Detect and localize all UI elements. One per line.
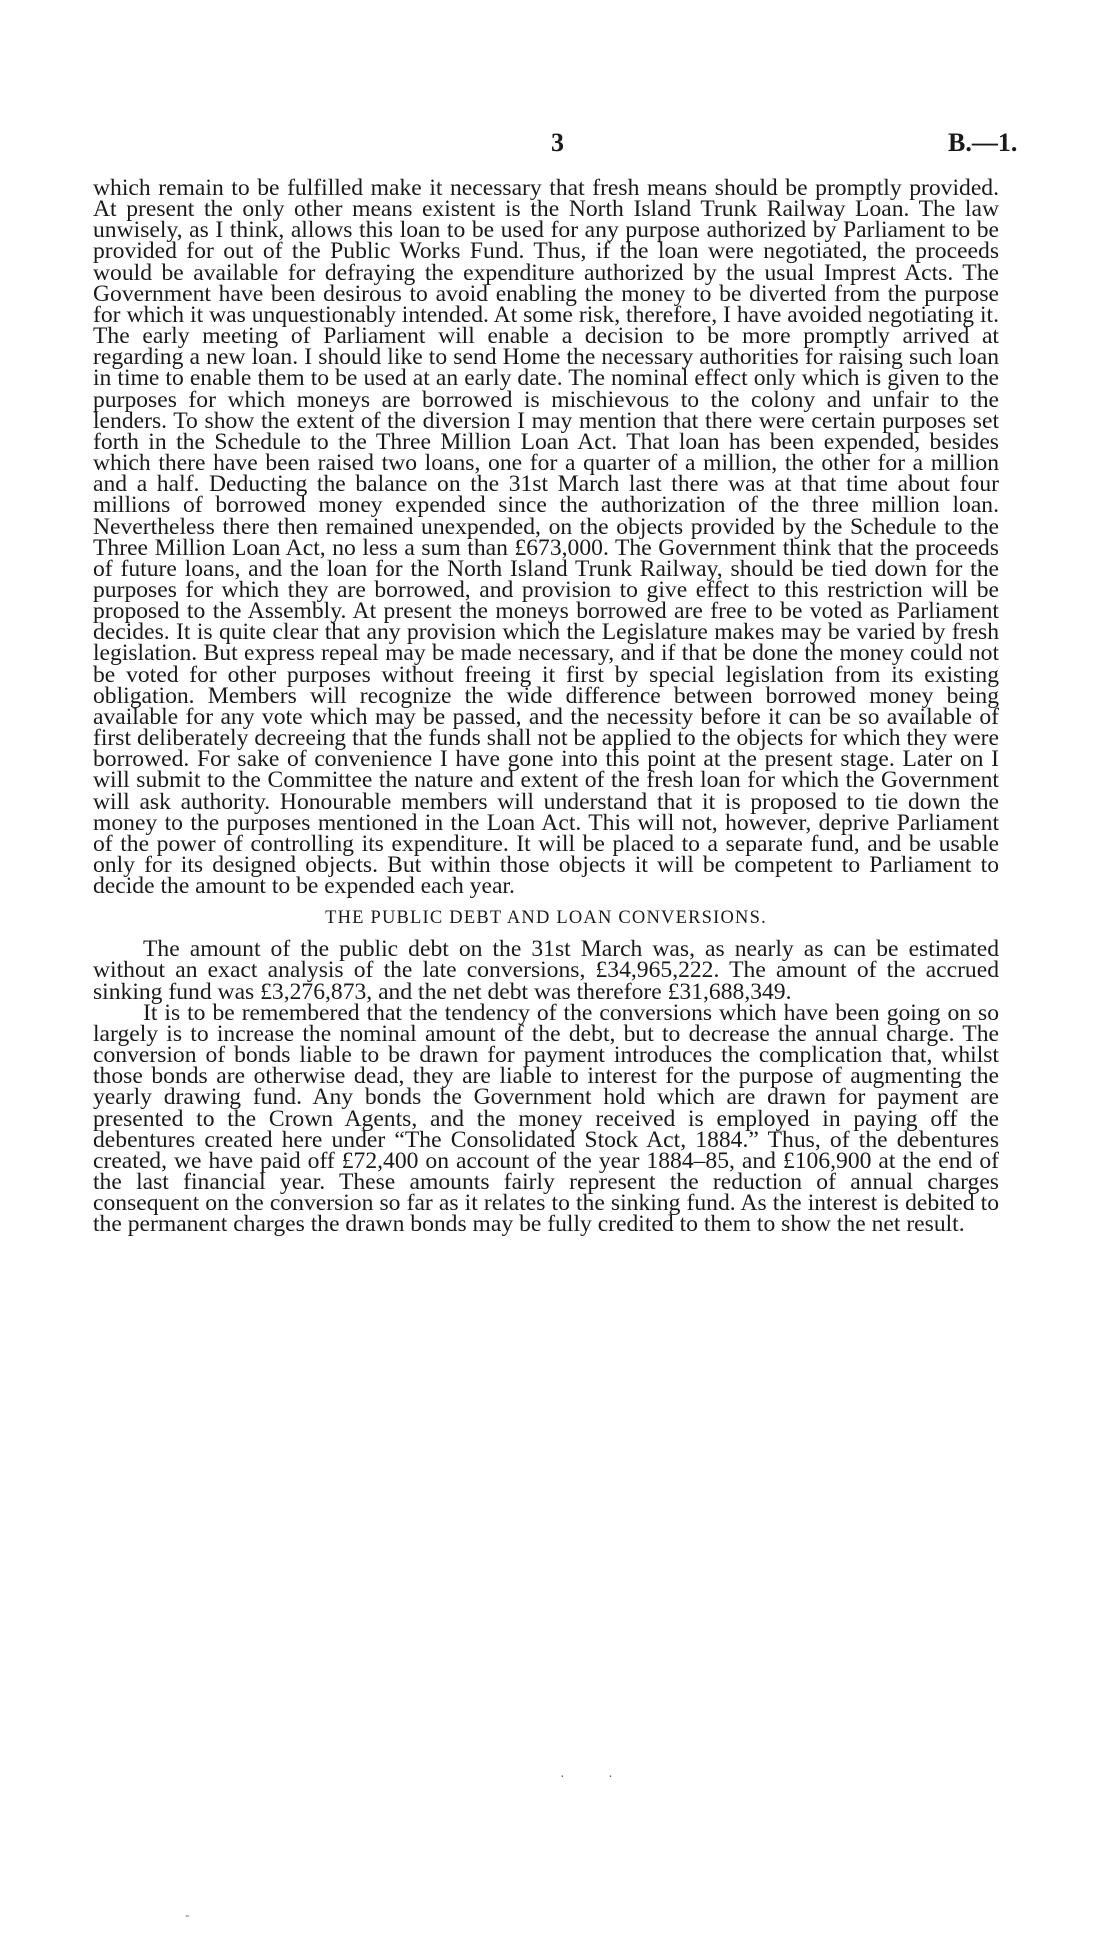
page-number: 3 — [551, 128, 564, 157]
body-paragraph-continued: which remain to be fulfilled make it necessary that fresh means should be promptly provided. At present the only other means existent is the North Island Trunk Railway Loan. The law unwisely, as I think, allows this loan to be used for any purpose authorized by Parliament to be provided for out of the Public Works Fund. Thus, if the loan were negotiated, the proceeds would be available for defraying the expenditure authorized by the usual Imprest Acts. The Government have been desirous to avoid enabling the money to be diverted from the purpose for which it was unquestionably intended. At some risk, therefore, I have avoided negotiating it. The early meeting of Parliament will enable a decision to be more promptly arrived at regarding a new loan. I should like to send Home the necessary authorities for raising such loan in time to enable them to be used at an early date. The nominal effect only which is given to the purposes for which moneys are borrowed is mischievous to the colony and unfair to the lenders. To show the extent of the diversion I may mention that there were certain purposes set forth in the Schedule to the Three Million Loan Act. That loan has been expended, besides which there have been raised two loans, one for a quarter of a million, the other for a million and a half. Deducting the balance on the 31st March last there was at that time about four millions of borrowed money expended since the authorization of the three million loan. Nevertheless there then remained unexpended, on the objects provided by the Schedule to the Three Million Loan Act, no less a sum than £673,000. The Government think that the proceeds of future loans, and the loan for the North Island Trunk Railway, should be tied down for the purposes for which they are borrowed, and provision to give effect to this restriction will be proposed to the Assembly. At present the moneys borrowed are free to be voted as Parliament decides. It is quite clear that any provision which the Legislature makes may be varied by fresh legislation. But express repeal may be made necessary, and if that be done the money could not be voted for other purposes without freeing it first by special legislation from its existing obligation. Members will recognize the wide difference between borrowed money being available for any vote which may be passed, and the necessity before it can be so available of first deliberately decreeing that the funds shall not be applied to the objects for which they were borrowed. For sake of convenience I have gone into this point at the present stage. Later on I will submit to the Committee the nature and extent of the fresh loan for which the Government will ask authority. Honourable members will understand that it is proposed to tie down the money to the purposes mentioned in the Loan Act. This will not, however, deprive Parliament of the power of controlling its expenditure. It will be placed to a separate fund, and be usable only for its designed objects. But within those objects it will be competent to Parliament to decide the amount to be expended each year. — [93, 175, 999, 900]
body-paragraph-conversions: It is to be remembered that the tendency of the conversions which have been going on so largely is to increase the nominal amount of the debt, but to decrease the annual charge. The conversion of bonds liable to be drawn for payment introduces the complication that, whilst those bonds are otherwise dead, they are liable to interest for the purpose of augmenting the yearly drawing fund. Any bonds the Government hold which are drawn for payment are presented to the Crown Agents, and the money received is employed in paying off the debentures created here under “The Consolidated Stock Act, 1884.” Thus, of the debentures created, we have paid off £72,400 on account of the year 1884–85, and £106,900 at the end of the last financial year. These amounts fairly represent the reduction of annual charges consequent on the conversion so far as it relates to the sinking fund. As the interest is debited to the permanent charges the drawn bonds may be fully credited to them to show the net result. — [93, 999, 999, 1238]
body-paragraph-public-debt: The amount of the public debt on the 31st March was, as nearly as can be estimated without an exact analysis of the late conversions, £34,965,222. The amount of the accrued sinking fund was £3,276,873, and the net debt was therefore £31,688,349. — [93, 936, 999, 1005]
document-reference: B.—1. — [948, 128, 1018, 157]
print-specks: · · — [560, 1770, 633, 1785]
text-column — [93, 175, 999, 1238]
section-heading: THE PUBLIC DEBT AND LOAN CONVERSIONS. — [325, 908, 767, 929]
print-speck-bottom: - — [185, 1908, 190, 1923]
